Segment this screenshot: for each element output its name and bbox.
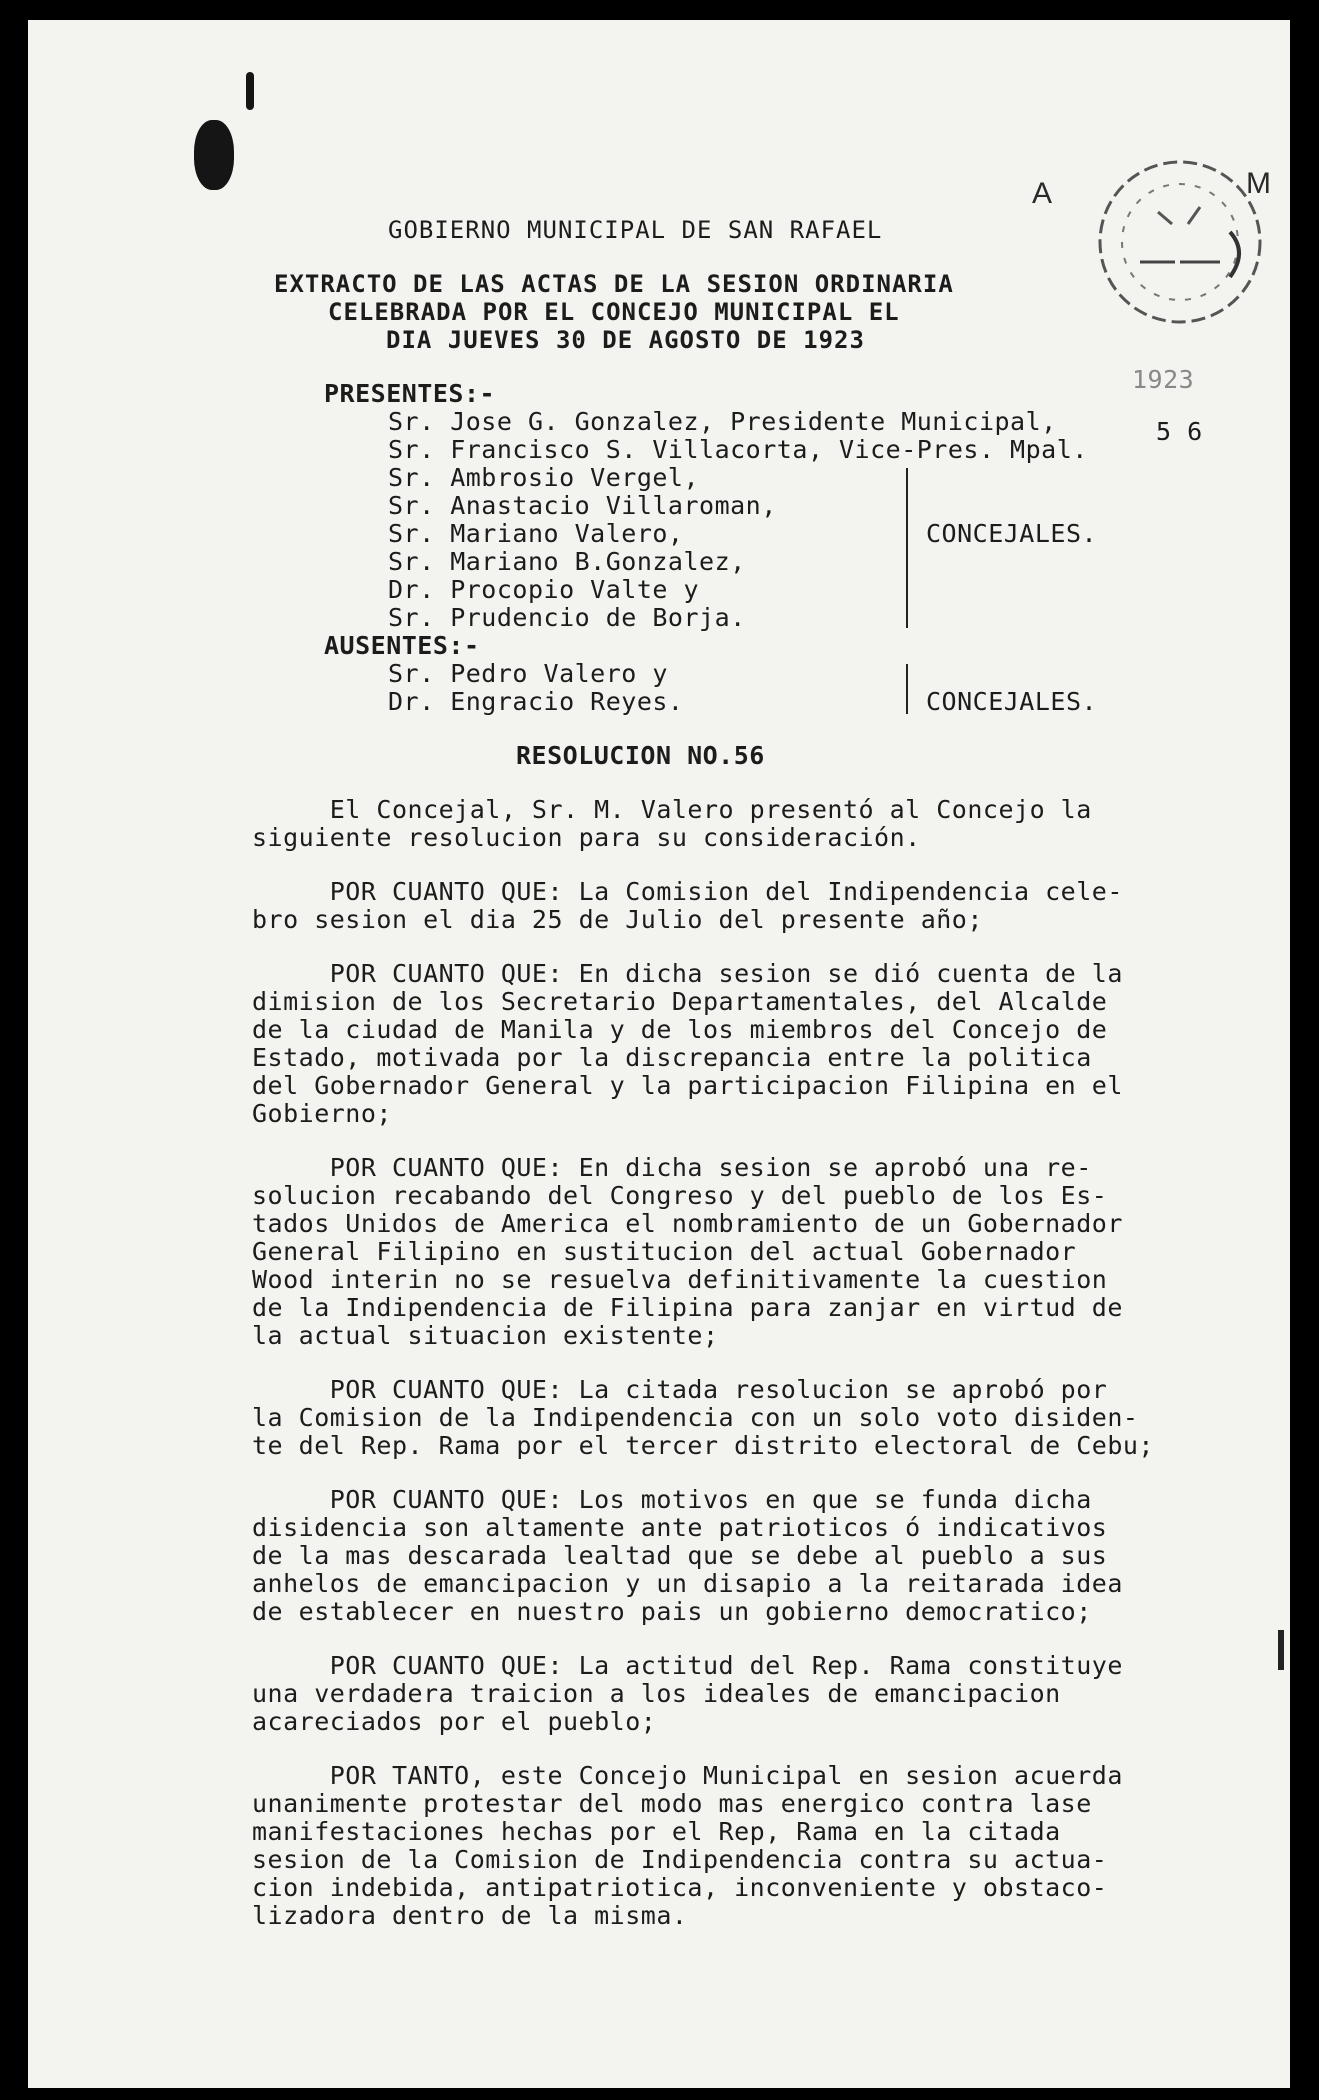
ink-mark bbox=[246, 72, 254, 110]
page-number: 5 6 bbox=[1156, 417, 1203, 446]
whereas-line: POR CUANTO QUE: En dicha sesion se dió cuenta de la bbox=[252, 959, 1123, 988]
resolution-intro-line: El Concejal, Sr. M. Valero presentó al Concejo la bbox=[252, 795, 1092, 824]
therefore-line: unanimente protestar del modo mas energico contra lase bbox=[252, 1789, 1092, 1818]
handwritten-a: A bbox=[1032, 177, 1053, 210]
whereas-line: POR CUANTO QUE: En dicha sesion se aprobó una re- bbox=[252, 1153, 1092, 1182]
present-member: Sr. Ambrosio Vergel, bbox=[388, 463, 700, 492]
absent-role: CONCEJALES. bbox=[926, 687, 1098, 716]
present-members-bracket bbox=[896, 468, 908, 628]
resolution-title: RESOLUCION NO.56 bbox=[516, 741, 765, 770]
stamp-year: 1923 bbox=[1132, 365, 1195, 394]
present-member: Dr. Procopio Valte y bbox=[388, 575, 700, 604]
whereas-line: Estado, motivada por la discrepancia entre la politica bbox=[252, 1043, 1092, 1072]
absent-member: Sr. Pedro Valero y bbox=[388, 659, 668, 688]
whereas-line: solucion recabando del Congreso y del pueblo de los Es- bbox=[252, 1181, 1108, 1210]
whereas-line: de la Indipendencia de Filipina para zanjar en virtud de bbox=[252, 1293, 1123, 1322]
whereas-line: POR CUANTO QUE: Los motivos en que se funda dicha bbox=[252, 1485, 1092, 1514]
present-label: PRESENTES:- bbox=[324, 379, 496, 408]
attendee-president: Sr. Jose G. Gonzalez, Presidente Municipal, bbox=[388, 407, 1057, 436]
absent-label: AUSENTES:- bbox=[324, 631, 480, 660]
whereas-line: tados Unidos de America el nombramiento de un Gobernador bbox=[252, 1209, 1123, 1238]
postmark-stamp bbox=[1080, 152, 1300, 372]
whereas-line: una verdadera traicion a los ideales de emancipacion bbox=[252, 1679, 1061, 1708]
minutes-heading-line1: EXTRACTO DE LAS ACTAS DE LA SESION ORDINARIA bbox=[274, 270, 954, 298]
attendee-vice-president: Sr. Francisco S. Villacorta, Vice-Pres. Mpal. bbox=[388, 435, 1088, 464]
handwritten-m: M bbox=[1246, 167, 1272, 200]
therefore-line: cion indebida, antipatriotica, inconveniente y obstaco- bbox=[252, 1873, 1108, 1902]
absent-members-bracket bbox=[896, 664, 908, 714]
whereas-line: disidencia son altamente ante patrioticos ó indicativos bbox=[252, 1513, 1108, 1542]
minutes-heading-line2: CELEBRADA POR EL CONCEJO MUNICIPAL EL bbox=[328, 298, 900, 326]
whereas-line: la actual situacion existente; bbox=[252, 1321, 719, 1350]
resolution-intro-line: siguiente resolucion para su consideración. bbox=[252, 823, 921, 852]
whereas-line: de la ciudad de Manila y de los miembros del Concejo de bbox=[252, 1015, 1108, 1044]
therefore-line: manifestaciones hechas por el Rep, Rama en la citada bbox=[252, 1817, 1061, 1846]
whereas-line: anhelos de emancipacion y un disapio a la reitarada idea bbox=[252, 1569, 1123, 1598]
therefore-line: lizadora dentro de la misma. bbox=[252, 1901, 688, 1930]
whereas-line: Gobierno; bbox=[252, 1099, 392, 1128]
minutes-heading-line3: DIA JUEVES 30 DE AGOSTO DE 1923 bbox=[386, 326, 865, 354]
whereas-line: General Filipino en sustitucion del actual Gobernador bbox=[252, 1237, 1077, 1266]
whereas-line: Wood interin no se resuelva definitivamente la cuestion bbox=[252, 1265, 1108, 1294]
whereas-line: te del Rep. Rama por el tercer distrito electoral de Cebu; bbox=[252, 1431, 1154, 1460]
therefore-line: POR TANTO, este Concejo Municipal en sesion acuerda bbox=[252, 1761, 1123, 1790]
present-member: Sr. Anastacio Villaroman, bbox=[388, 491, 777, 520]
whereas-line: POR CUANTO QUE: La actitud del Rep. Rama constituye bbox=[252, 1651, 1123, 1680]
therefore-line: sesion de la Comision de Indipendencia contra su actua- bbox=[252, 1845, 1108, 1874]
present-member: Sr. Prudencio de Borja. bbox=[388, 603, 746, 632]
whereas-line: bro sesion el dia 25 de Julio del presente año; bbox=[252, 905, 983, 934]
whereas-line: del Gobernador General y la participacion Filipina en el bbox=[252, 1071, 1123, 1100]
whereas-line: dimision de los Secretario Departamentales, del Alcalde bbox=[252, 987, 1108, 1016]
document-page bbox=[28, 20, 1290, 2088]
whereas-line: de la mas descarada lealtad que se debe al pueblo a sus bbox=[252, 1541, 1108, 1570]
whereas-line: de establecer en nuestro pais un gobierno democratico; bbox=[252, 1597, 1092, 1626]
absent-member: Dr. Engracio Reyes. bbox=[388, 687, 684, 716]
present-member: Sr. Mariano Valero, bbox=[388, 519, 684, 548]
municipality-heading: GOBIERNO MUNICIPAL DE SAN RAFAEL bbox=[388, 216, 883, 244]
present-member: Sr. Mariano B.Gonzalez, bbox=[388, 547, 746, 576]
scan-edge-mark bbox=[1278, 1630, 1284, 1670]
whereas-line: la Comision de la Indipendencia con un solo voto disiden- bbox=[252, 1403, 1139, 1432]
punch-hole-mark bbox=[194, 120, 234, 190]
present-role: CONCEJALES. bbox=[926, 519, 1098, 548]
whereas-line: acareciados por el pueblo; bbox=[252, 1707, 657, 1736]
whereas-line: POR CUANTO QUE: La Comision del Indipendencia cele- bbox=[252, 877, 1123, 906]
whereas-line: POR CUANTO QUE: La citada resolucion se aprobó por bbox=[252, 1375, 1108, 1404]
